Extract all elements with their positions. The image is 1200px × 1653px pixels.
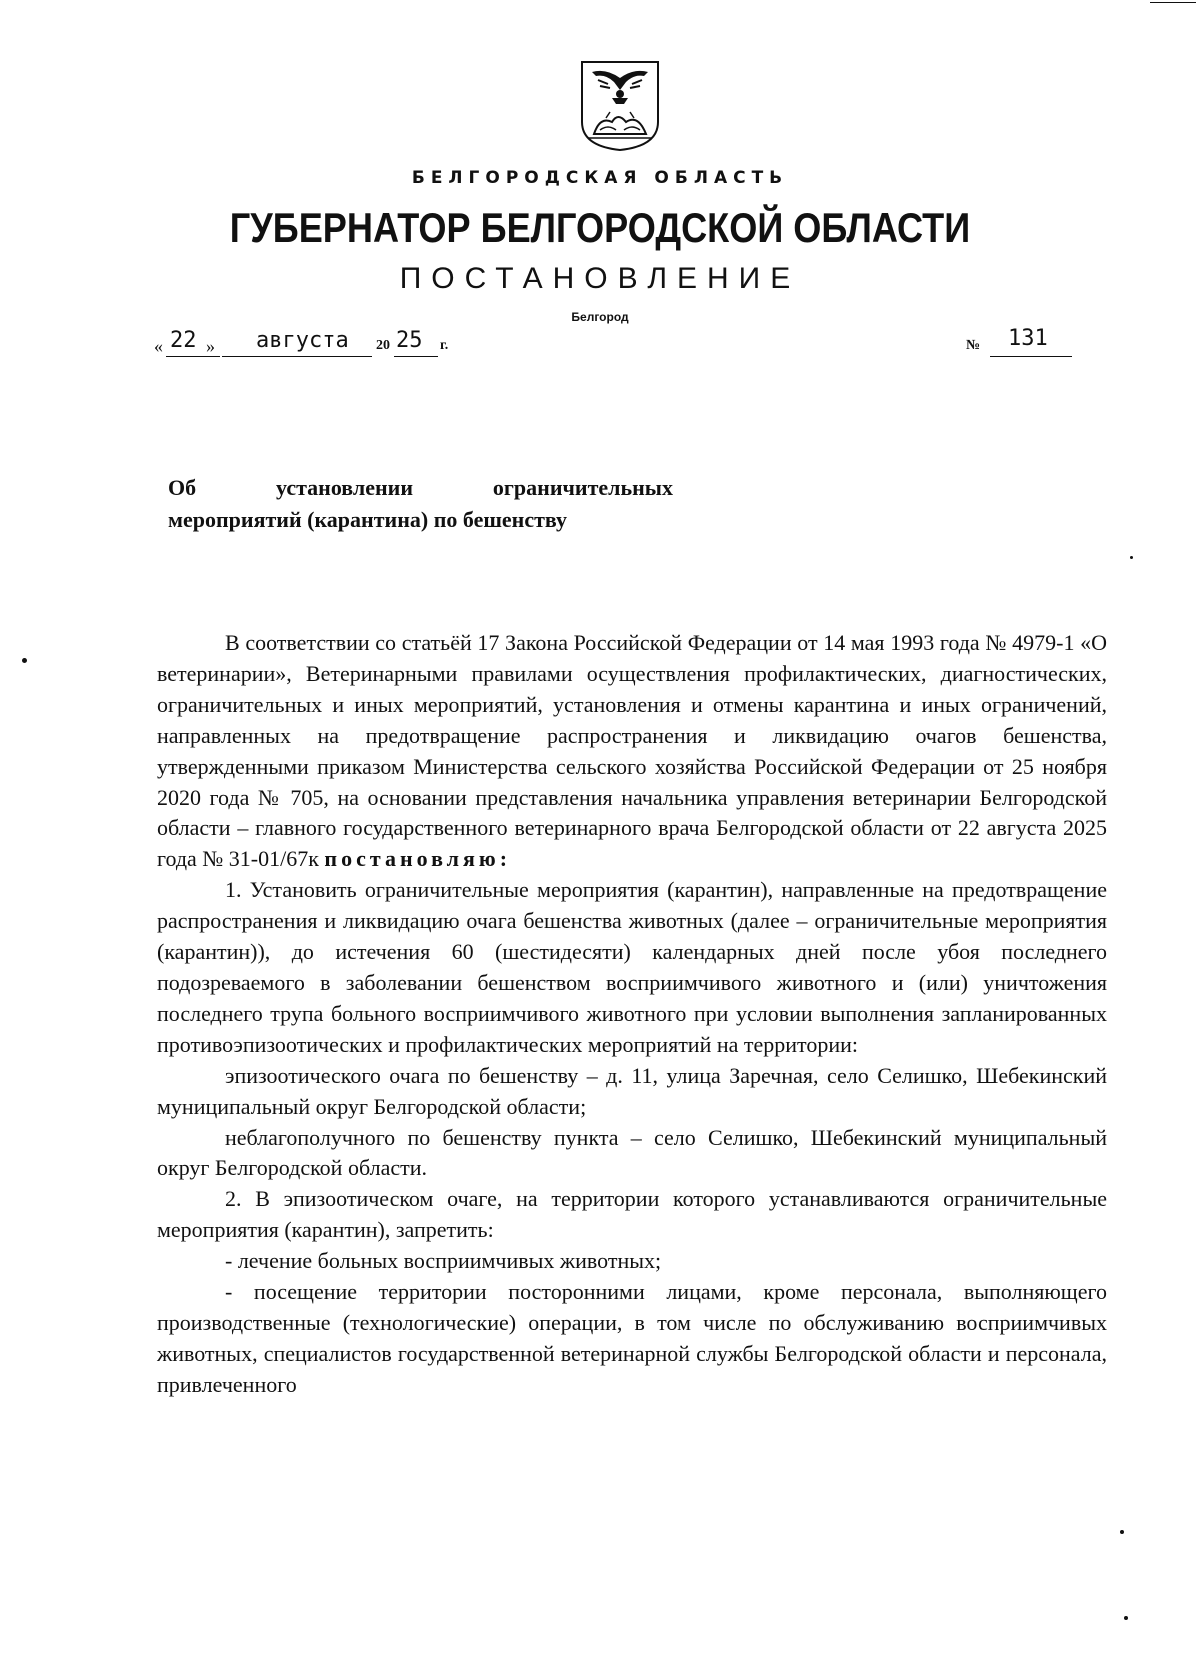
city-name: Белгород [571,310,629,324]
document-type: ПОСТАНОВЛЕНИЕ [399,262,801,295]
date-year-underline [394,356,438,357]
number-label: № [966,338,981,353]
preamble-text: В соответствии со статьёй 17 Закона Российской Федерации от 14 мая 1993 года № 4979-1 «О ветеринарии», Ветеринарными правилами осуществления профилактических, диагностических, ограничительных и иных мероприятий, установления и отмены карантина и иных ограничений, направленных на предотвращение распространения и ликвидацию очагов бешенства, утвержденными приказом Министерства сельского хозяйства Российской Федерации от 25 ноября 2020 года № 705, на основании представления начальника управления ветеринарии Белгородской области – главного государственного ветеринарного врача Белгородской области от 22 августа 2025 года № 31-01/67к [157,630,1107,872]
date-day-underline [166,356,220,357]
date-year-suffix: 25 [396,328,423,353]
date-close-quote: » [206,336,215,356]
number-underline [990,356,1072,357]
scan-speck [1120,1530,1124,1534]
date-day: 22 [170,328,197,353]
decree-word: постановляю: [324,846,512,872]
date-year-abbr: г. [440,338,449,353]
scan-speck [22,658,27,663]
paragraph-preamble [157,628,1107,875]
list-item-visits: - посещение территории посторонними лицами, кроме персонала, выполняющего производственные (технологические) операции, в том числе по обслуживанию восприимчивых животных, специалистов государственной ветеринарной службы Белгородской области и персонала, привлеченного [157,1279,1107,1397]
list-item-treatment: - лечение больных восприимчивых животных; [225,1248,662,1274]
document-body [157,628,1107,1401]
coat-of-arms-emblem [578,60,662,152]
paragraph-outbreak-site: эпизоотического очага по бешенству – д. 11, улица Заречная, село Селишко, Шебекинский муниципальный округ Белгородской области; [157,1062,1107,1119]
date-open-quote: « [154,336,163,356]
paragraph-2: 2. В эпизоотическом очаге, на территории которого устанавливаются ограничительные мероприятия (карантин), запретить: [157,1186,1107,1243]
paragraph-unfavourable-point: неблагополучного по бешенству пункта – село Селишко, Шебекинский муниципальный округ Белгородской области. [157,1124,1107,1181]
date-year-prefix: 20 [376,338,390,353]
title-line-2: мероприятий (карантина) по бешенству [168,507,568,532]
date-month-underline [222,356,372,357]
scan-speck [1124,1616,1128,1620]
scan-speck [1130,556,1133,559]
document-title [168,472,673,536]
date-month: августа [256,328,349,353]
number-value: 131 [1008,326,1048,351]
title-line-1: Об установлении ограничительных [168,475,673,500]
governor-heading: ГУБЕРНАТОР БЕЛГОРОДСКОЙ ОБЛАСТИ [229,204,971,251]
scan-edge-mark [1150,2,1196,3]
paragraph-1: 1. Установить ограничительные мероприятия (карантин), направленные на предотвращение распространения и ликвидацию очага бешенства животных (далее – ограничительные мероприятия (карантин)), до истечения 60 (шестидесяти) календарных дней после убоя последнего подозреваемого в заболевании бешенством восприимчивого животного и (или) уничтожения последнего трупа больного восприимчивого животного при условии выполнения запланированных противоэпизоотических и профилактических мероприятий на территории: [157,877,1107,1057]
region-name: БЕЛГОРОДСКАЯ ОБЛАСТЬ [411,168,789,188]
